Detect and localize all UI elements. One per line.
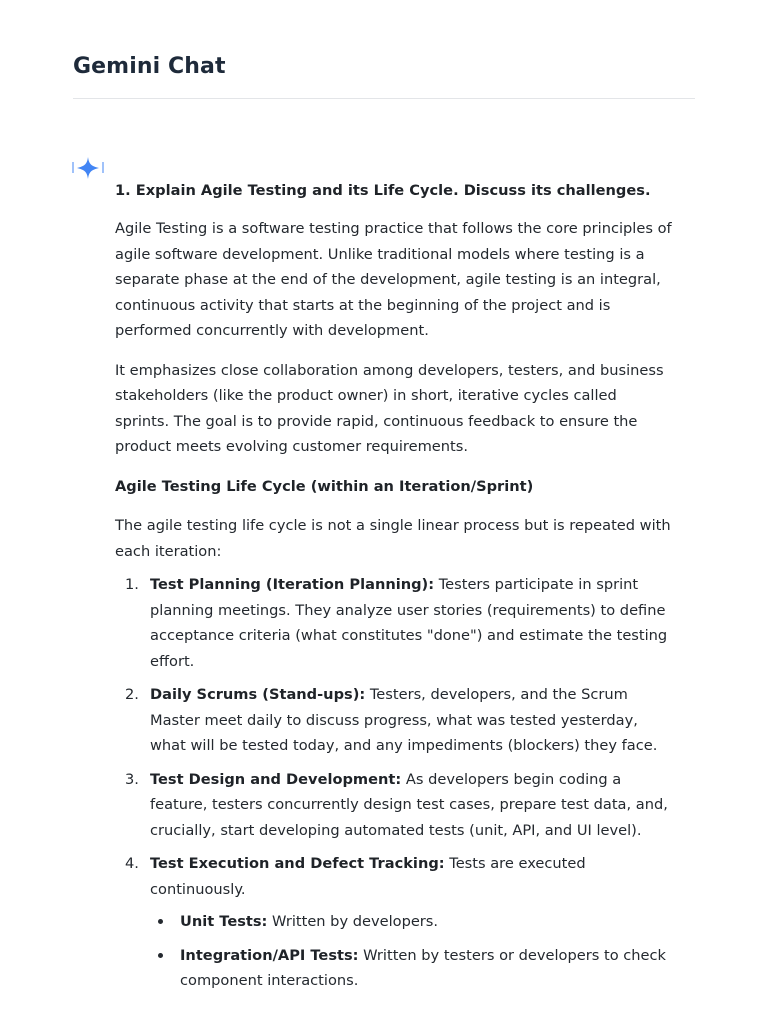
test-type-title: Integration/API Tests: — [180, 946, 359, 964]
page-header — [73, 52, 695, 82]
list-item — [115, 851, 675, 994]
step-number: 1. — [125, 576, 139, 593]
step-text: Tests are executed continuously. — [150, 855, 586, 898]
step-text: Testers, developers, and the Scrum Master meet daily to discuss progress, what was tested yesterday, what will be tested today, and any impediments (blockers) they face. — [150, 686, 658, 754]
page-title: Gemini Chat — [73, 54, 226, 79]
lifecycle-intro: The agile testing life cycle is not a single linear process but is repeated with each iteration: — [115, 517, 671, 560]
list-item — [150, 909, 675, 935]
assistant-message — [115, 178, 675, 1002]
step-text: Testers participate in sprint planning meetings. They analyze user stories (requirements) to define acceptance criteria (what constitutes "done") and estimate the testing effort. — [150, 576, 668, 670]
step-text: As developers begin coding a feature, testers concurrently design test cases, prepare test data, and, crucially, start developing automated tests (unit, API, and UI level). — [150, 770, 668, 839]
list-item — [115, 767, 675, 844]
list-item — [115, 682, 675, 759]
collaboration-paragraph: It emphasizes close collaboration among developers, testers, and business stakeholders (like the product owner) in short, iterative cycles called sprints. The goal is to provide rapid, continuous feedback to ensure the product meets evolving customer requirements. — [115, 361, 664, 455]
test-type-text: Written by testers or developers to check component interactions. — [180, 946, 666, 989]
step-number: 4. — [125, 855, 139, 872]
step-title: Daily Scrums (Stand-ups): — [150, 686, 366, 703]
bullet-icon — [158, 953, 163, 958]
bullet-icon — [158, 919, 163, 924]
step-number: 3. — [125, 770, 139, 788]
lifecycle-heading: Agile Testing Life Cycle (within an Iteration/Sprint) — [115, 477, 534, 495]
intro-paragraph: Agile Testing is a software testing practice that follows the core principles of agile software development. Unlike traditional models where testing is a separate phase at the end of the development, agile testing is an integral, continuous activity that starts at the beginning of the project and is performed concurrently with development. — [115, 220, 672, 339]
list-item — [115, 572, 675, 674]
test-types-list — [150, 909, 675, 994]
test-type-text: Written by developers. — [267, 913, 439, 930]
step-title: Test Planning (Iteration Planning): — [150, 576, 435, 593]
list-item — [150, 943, 675, 994]
gemini-sparkle-icon — [72, 156, 104, 180]
test-type-title: Unit Tests: — [180, 913, 268, 930]
step-number: 2. — [125, 686, 139, 703]
question-heading: 1. Explain Agile Testing and its Life Cycle. Discuss its challenges. — [115, 182, 651, 199]
step-title: Test Design and Development: — [150, 770, 402, 788]
lifecycle-steps-list — [115, 572, 675, 994]
header-divider — [73, 98, 695, 99]
step-title: Test Execution and Defect Tracking: — [150, 855, 445, 872]
